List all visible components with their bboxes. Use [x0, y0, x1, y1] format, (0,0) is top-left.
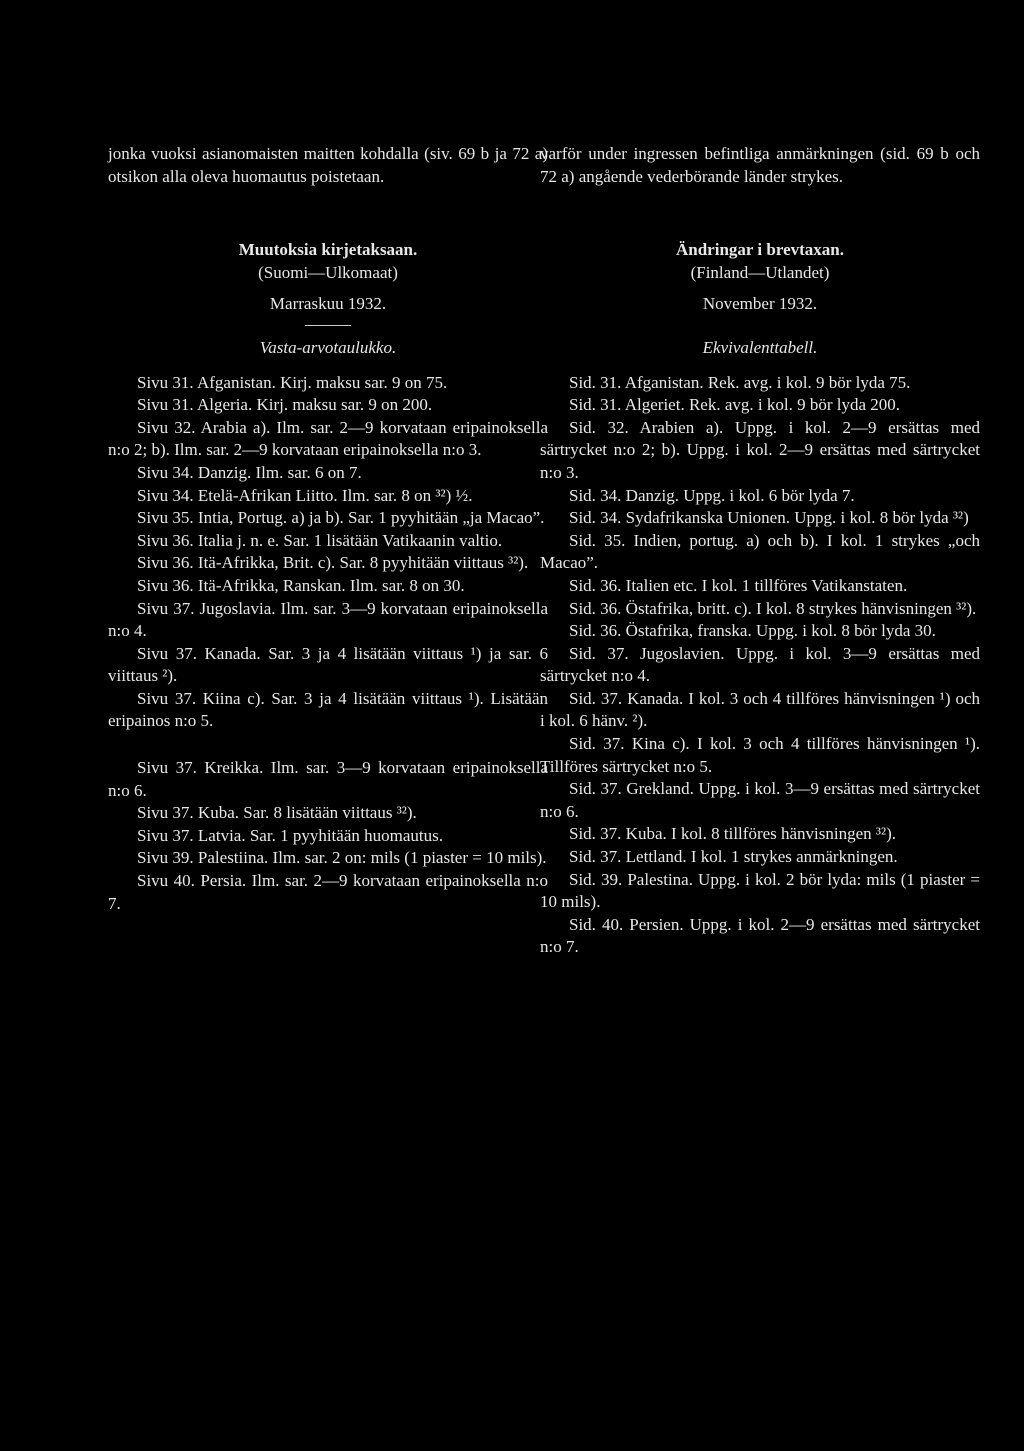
- entry: Sivu 31. Algeria. Kirj. maksu sar. 9 on 200.: [137, 395, 433, 415]
- entry: Sid. 37. Kuba. I kol. 8 tillföres hänvisningen ³²).: [569, 824, 897, 844]
- left-column-finnish: [108, 143, 548, 915]
- section-date: Marraskuu 1932.: [269, 294, 387, 314]
- table-title: Vasta-arvotaulukko.: [259, 337, 397, 357]
- entry: Sivu 39. Palestiina. Ilm. sar. 2 on: mils (1 piaster = 10 mils).: [137, 848, 547, 868]
- entry: Sid. 36. Östafrika, franska. Uppg. i kol. 8 bör lyda 30.: [569, 621, 936, 641]
- entry: Sid. 36. Italien etc. I kol. 1 tillföres Vatikanstaten.: [569, 575, 908, 595]
- section-date: November 1932.: [702, 294, 818, 314]
- entry: Sivu 37. Kuba. Sar. 8 lisätään viittaus ³²).: [137, 803, 417, 823]
- entry: Sid. 31. Algeriet. Rek. avg. i kol. 9 bör lyda 200.: [569, 395, 900, 415]
- intro-paragraph: jonka vuoksi asianomaisten maitten kohdalla (siv. 69 b ja 72 a) otsikon alla oleva huomautus poistetaan.: [108, 144, 548, 186]
- entry: Sivu 36. Itä-Afrikka, Brit. c). Sar. 8 pyyhitään viittaus ³²).: [137, 553, 529, 573]
- entry: Sid. 35. Indien, portug. a) och b). I kol. 1 strykes „och Macao”.: [540, 530, 980, 573]
- section-heading: Muutoksia kirjetaksaan.: [238, 240, 418, 260]
- entry: Sid. 37. Jugoslavien. Uppg. i kol. 3—9 ersättas med särtrycket n:o 4.: [540, 643, 980, 686]
- entry: Sid. 39. Palestina. Uppg. i kol. 2 bör lyda: mils (1 piaster = 10 mils).: [540, 869, 980, 912]
- entry: Sid. 37. Kina c). I kol. 3 och 4 tillföres hänvisningen ¹). Tillföres särtrycket n:o 5.: [540, 734, 980, 776]
- section-heading: Ändringar i brevtaxan.: [676, 240, 844, 260]
- right-column-swedish: [540, 143, 980, 959]
- entry: Sivu 36. Italia j. n. e. Sar. 1 lisätään Vatikaanin valtio.: [137, 530, 503, 550]
- entry: Sivu 37. Kiina c). Sar. 3 ja 4 lisätään viittaus ¹). Lisätään eripainos n:o 5.: [108, 688, 548, 731]
- entry: Sivu 34. Etelä-Afrikan Liitto. Ilm. sar. 8 on ³²) ½.: [137, 485, 473, 505]
- divider-rule: [305, 325, 351, 326]
- entry: Sid. 37. Kanada. I kol. 3 och 4 tillföres hänvisningen ¹) och i kol. 6 hänv. ²).: [540, 688, 980, 731]
- entry: Sivu 37. Latvia. Sar. 1 pyyhitään huomautus.: [137, 825, 443, 845]
- intro-paragraph: varför under ingressen befintliga anmärkningen (sid. 69 b och 72 a) angående vederbörande länder strykes.: [540, 144, 980, 186]
- entry: Sid. 37. Lettland. I kol. 1 strykes anmärkningen.: [569, 847, 898, 867]
- entry: Sid. 36. Östafrika, britt. c). I kol. 8 strykes hänvisningen ³²).: [569, 598, 977, 618]
- entry: Sivu 37. Kreikka. Ilm. sar. 3—9 korvataan eripainoksella n:o 6.: [108, 758, 548, 800]
- entry: Sid. 40. Persien. Uppg. i kol. 2—9 ersättas med särtrycket n:o 7.: [540, 914, 980, 957]
- entry: Sid. 37. Grekland. Uppg. i kol. 3—9 ersättas med särtrycket n:o 6.: [540, 779, 980, 821]
- entry: Sid. 34. Danzig. Uppg. i kol. 6 bör lyda 7.: [569, 485, 855, 505]
- entry: Sivu 35. Intia, Portug. a) ja b). Sar. 1 pyyhitään „ja Macao”.: [137, 508, 545, 528]
- entry: Sivu 31. Afganistan. Kirj. maksu sar. 9 on 75.: [137, 372, 448, 392]
- entry: Sivu 36. Itä-Afrikka, Ranskan. Ilm. sar. 8 on 30.: [137, 575, 465, 595]
- entry: Sivu 37. Kanada. Sar. 3 ja 4 lisätään viittaus ¹) ja sar. 6 viittaus ²).: [108, 643, 548, 686]
- entry: Sid. 34. Sydafrikanska Unionen. Uppg. i kol. 8 bör lyda ³²): [569, 508, 969, 528]
- entry: Sid. 31. Afganistan. Rek. avg. i kol. 9 bör lyda 75.: [569, 372, 911, 392]
- entry: Sivu 32. Arabia a). Ilm. sar. 2—9 korvataan eripainoksella n:o 2; b). Ilm. sar. 2—9 korvataan eripainoksella n:o 3.: [108, 417, 548, 460]
- section-subheading: (Finland—Utlandet): [690, 262, 830, 282]
- entry: Sid. 32. Arabien a). Uppg. i kol. 2—9 ersättas med särtrycket n:o 2; b). Uppg. i kol. 2—9 ersättas med särtrycket n:o 3.: [540, 417, 980, 482]
- entry: Sivu 40. Persia. Ilm. sar. 2—9 korvataan eripainoksella n:o 7.: [108, 871, 548, 913]
- entry: Sivu 34. Danzig. Ilm. sar. 6 on 7.: [137, 462, 362, 482]
- table-title: Ekvivalenttabell.: [702, 337, 818, 357]
- entry: Sivu 37. Jugoslavia. Ilm. sar. 3—9 korvataan eripainoksella n:o 4.: [108, 598, 548, 641]
- section-subheading: (Suomi—Ulkomaat): [258, 262, 398, 282]
